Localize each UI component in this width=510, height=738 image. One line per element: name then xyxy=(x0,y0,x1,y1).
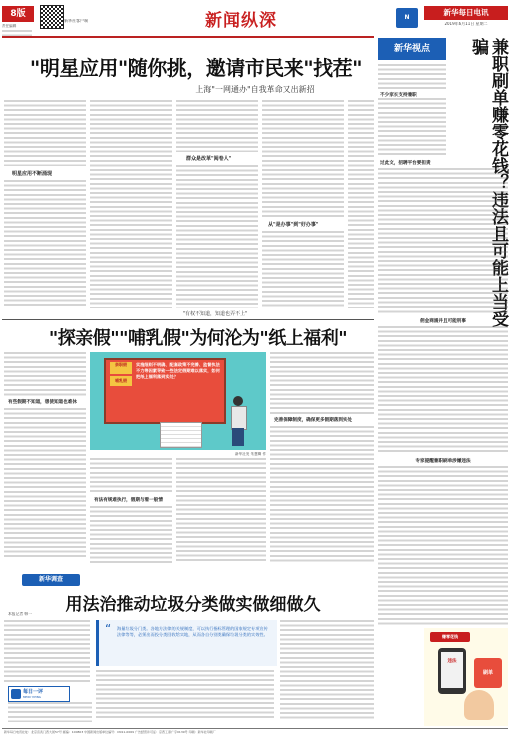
daily-comment-badge xyxy=(8,686,70,702)
article1-title: "明星应用"随你挑，邀请市民来"找茬" xyxy=(29,56,363,80)
article2-section-heading: 有些假期不知道，想使知道也难休 xyxy=(8,400,77,405)
poster-text: 实施细则不明确、配套政策不完善、监督执法不力等因素导致一些法定假期难以落实，如何把纸上福利落到实处？ xyxy=(136,362,220,379)
illustration-caption: 新华社发 朱慧卿 作 xyxy=(234,452,266,456)
paper-logo-icon: N xyxy=(396,8,418,28)
article2-col4 xyxy=(270,352,374,564)
article3-author: 本报记者 韩一 xyxy=(8,612,32,616)
issue-date: 2019年6月11日 星期二 xyxy=(444,22,488,26)
right-column-headline: 兼职刷单赚零花钱？违法且可能上当受骗 xyxy=(468,38,508,327)
daily-comment-label: 每日一评 xyxy=(23,689,44,695)
paper-name: 新华每日电讯 xyxy=(424,6,508,20)
qr-code-icon xyxy=(40,5,64,29)
article1-section-heading: 明星应用不断涌现 xyxy=(12,171,53,177)
cartoon-tag: 刷单 xyxy=(474,658,502,688)
right-col-text3 xyxy=(378,168,508,314)
quote-mark-icon: “ xyxy=(105,622,112,636)
article3-col2 xyxy=(96,670,274,720)
article3-col1 xyxy=(4,620,90,682)
article1-col3 xyxy=(176,100,258,308)
right-col-heading: 专家提醒兼职刷单涉嫌违法 xyxy=(415,459,471,464)
daily-comment-label-en: MEIRI YIPING xyxy=(23,695,41,699)
article2-col2 xyxy=(90,458,172,564)
footer-imprint: 新华每日电讯社址：北京宣武门西大街57号 邮编：100803 中国新闻出版单位编号：CN11-0069 广告经营许可证：京西工商广字0139号 印刷：新华社印刷厂 xyxy=(4,730,216,734)
article2-title: "探亲假""哺乳假"为何沦为"纸上福利" xyxy=(48,328,348,349)
article1-col4 xyxy=(262,100,344,308)
article1-col5 xyxy=(348,100,374,308)
article3-col0 xyxy=(8,702,92,722)
right-col-text2 xyxy=(378,98,446,158)
right-col-heading: 佣金商涌并且可能刑事 xyxy=(420,319,466,324)
cartoon-illustration xyxy=(424,628,508,726)
masthead-divider xyxy=(2,36,374,38)
phone-device-icon xyxy=(438,648,466,694)
right-col-text5 xyxy=(378,466,508,626)
hand-figure-icon xyxy=(464,690,494,720)
article2-section-heading: 完善保障制度，确保更多假期落到实处 xyxy=(274,418,353,423)
article1-pull-quote: "有权不知道，知道也弄不上" xyxy=(182,311,248,317)
article3-pullquote xyxy=(96,620,277,666)
right-col-text4 xyxy=(378,326,508,454)
footer-divider xyxy=(2,728,508,729)
xinhua-viewpoint-banner: 新华视点 xyxy=(378,38,446,60)
article1-subtitle: 上海"一网通办"自我革命又出新招 xyxy=(195,85,315,94)
poster-label: 哺乳假 xyxy=(110,376,132,386)
section-title: 新闻纵深 xyxy=(205,11,277,31)
poster-label: 亲职假 xyxy=(110,362,132,374)
article1-section-heading: 群众是改革"阅卷人" xyxy=(186,156,232,162)
pullquote-text: 海量垃圾分门类。各地方法律的关规制度，可以执行指标管理的国家规定专项宣传法律等等，必须出而投分类回收给实地，从而各自分别类确保垃圾分类的实效性。 xyxy=(117,626,268,637)
article2-col3 xyxy=(176,458,266,564)
article-divider xyxy=(2,319,374,320)
article3-title: 用法治推动垃圾分类做实做细做久 xyxy=(65,595,321,615)
article3-col3 xyxy=(280,620,374,720)
page-number-badge: 8版 xyxy=(2,6,34,22)
investigation-tag: 新华调查 xyxy=(22,574,80,586)
cartoon-tag: 赚零花钱 xyxy=(430,632,470,642)
document-stack-icon xyxy=(160,422,202,448)
right-col-heading: 不少家长支持兼职 xyxy=(380,93,417,98)
article1-col1 xyxy=(4,100,86,308)
article1-col2 xyxy=(90,100,172,308)
right-col-heading: 过此文，招聘平台要担责 xyxy=(380,161,431,166)
comment-icon xyxy=(11,689,21,699)
right-col-text1 xyxy=(378,64,446,90)
cartoon-tag: 违法 xyxy=(447,659,457,664)
article2-col1 xyxy=(4,352,86,564)
article2-section-heading: 有法有规难执行，假期与看一般情 xyxy=(94,498,163,503)
article1-section-heading: 从"是办事"到"好办事" xyxy=(268,222,319,228)
illustration-poster xyxy=(90,352,266,450)
editor-line: 责任编辑 xyxy=(2,24,17,28)
app-label: 新华社客户端 xyxy=(64,19,88,23)
person-figure-icon xyxy=(228,396,248,446)
